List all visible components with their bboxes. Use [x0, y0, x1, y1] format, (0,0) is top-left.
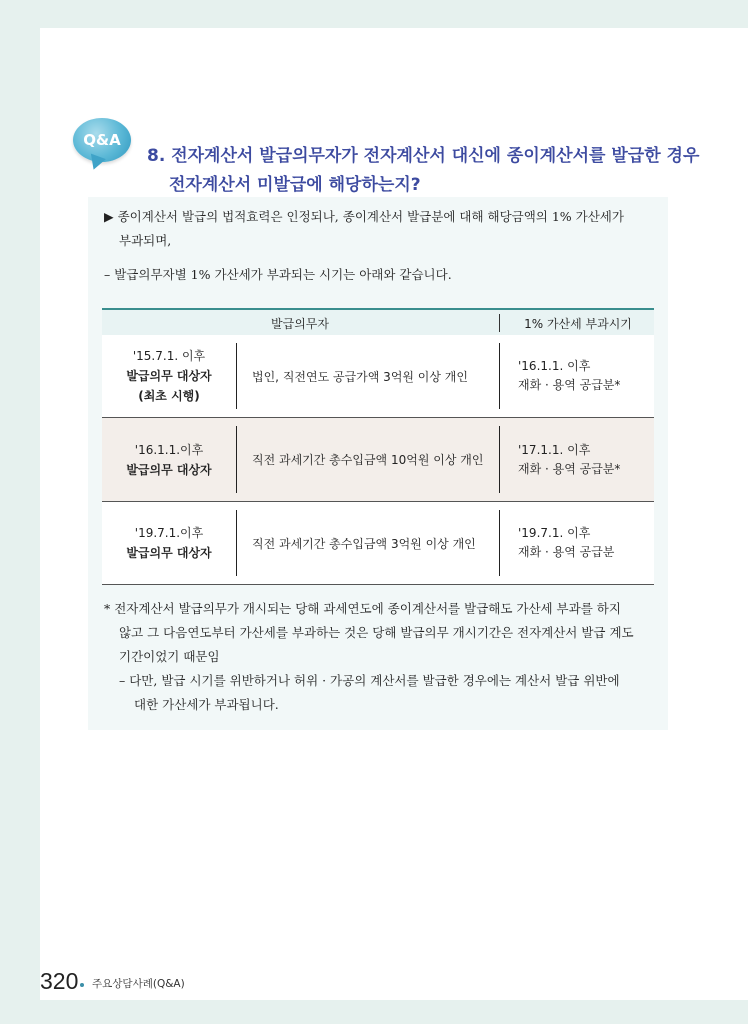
footnote-line-3: 기간이었기 때문임 [119, 649, 220, 664]
row-date: '19.7.1.이후 [134, 526, 204, 540]
row-period-cell [518, 502, 654, 584]
header-penalty-period: 1% 가산세 부과시기 [524, 317, 632, 331]
footnote-line-1: * 전자계산서 발급의무가 개시되는 당해 과세연도에 종이계산서를 발급해도 가산세 부과를 하지 [104, 601, 621, 616]
row-who: 발급의무 대상자 [126, 369, 212, 383]
row-date: '15.7.1. 이후 [132, 349, 206, 363]
table-row [102, 418, 654, 502]
row-obligor-cell [102, 418, 236, 501]
penalty-table [102, 308, 654, 584]
row-obligor-cell [102, 502, 236, 584]
column-divider [236, 343, 237, 409]
footnote-sub-line-1: – 다만, 발급 시기를 위반하거나 허위 · 가공의 계산서를 발급한 경우에는 계산서 발급 위반에 [119, 673, 620, 688]
row-who-sub: (최초 시행) [138, 389, 200, 403]
row-who: 발급의무 대상자 [126, 546, 212, 560]
table-row [102, 335, 654, 418]
answer-para1-line2: 부과되며, [119, 233, 172, 248]
row-criteria: 법인, 직전연도 공급가액 3억원 이상 개인 [252, 369, 468, 384]
row-period-cell [518, 335, 654, 417]
question-line-2: 전자계산서 미발급에 해당하는지? [169, 175, 421, 195]
row-who: 발급의무 대상자 [126, 462, 212, 477]
answer-paragraph-1 [104, 205, 664, 253]
row-period-date: '16.1.1. 이후 [518, 359, 591, 373]
footnote [104, 597, 660, 669]
row-period-desc: 재화 · 용역 공급분* [518, 461, 621, 476]
table-row [102, 502, 654, 585]
row-period-date: '19.7.1. 이후 [518, 526, 591, 540]
column-divider [499, 510, 500, 576]
row-period-desc: 재화 · 용역 공급분 [518, 545, 615, 559]
row-period-cell [518, 418, 654, 501]
question-heading [147, 142, 707, 200]
row-period-date: '17.1.1. 이후 [518, 442, 591, 457]
page-number: 320 [40, 968, 79, 994]
header-divider [499, 314, 500, 332]
footnote-sub-line-2: 대한 가산세가 부과됩니다. [134, 697, 279, 712]
table-header [102, 308, 654, 336]
footnote-line-2: 않고 그 다음연도부터 가산세를 부과하는 것은 당해 발급의무 개시기간은 전자계산서 발급 계도 [119, 625, 634, 640]
header-obligor: 발급의무자 [271, 317, 329, 331]
column-divider [236, 426, 237, 493]
footnote-sub [104, 669, 675, 717]
question-line-1: 8. 전자계산서 발급의무자가 전자계산서 대신에 종이계산서를 발급한 경우 [147, 146, 700, 166]
bullet-marker: ▶ [104, 209, 114, 224]
column-divider [499, 343, 500, 409]
row-obligor-cell [102, 335, 236, 417]
column-divider [499, 426, 500, 493]
qa-badge: Q&A [73, 118, 131, 162]
answer-paragraph-2: – 발급의무자별 1% 가산세가 부과되는 시기는 아래와 같습니다. [104, 267, 452, 282]
column-divider [236, 510, 237, 576]
answer-para1-line1: 종이계산서 발급의 법적효력은 인정되나, 종이계산서 발급분에 대해 해당금액의 1% 가산세가 [117, 209, 624, 224]
footer-bullet-dot [80, 983, 84, 987]
answer-box [88, 197, 668, 730]
row-date: '16.1.1.이후 [134, 442, 204, 457]
row-criteria: 직전 과세기간 총수입금액 3억원 이상 개인 [252, 536, 476, 551]
section-label: 주요상담사례(Q&A) [92, 978, 185, 990]
row-period-desc: 재화 · 용역 공급분* [518, 378, 621, 392]
row-criteria: 직전 과세기간 총수입금액 10억원 이상 개인 [252, 453, 484, 467]
